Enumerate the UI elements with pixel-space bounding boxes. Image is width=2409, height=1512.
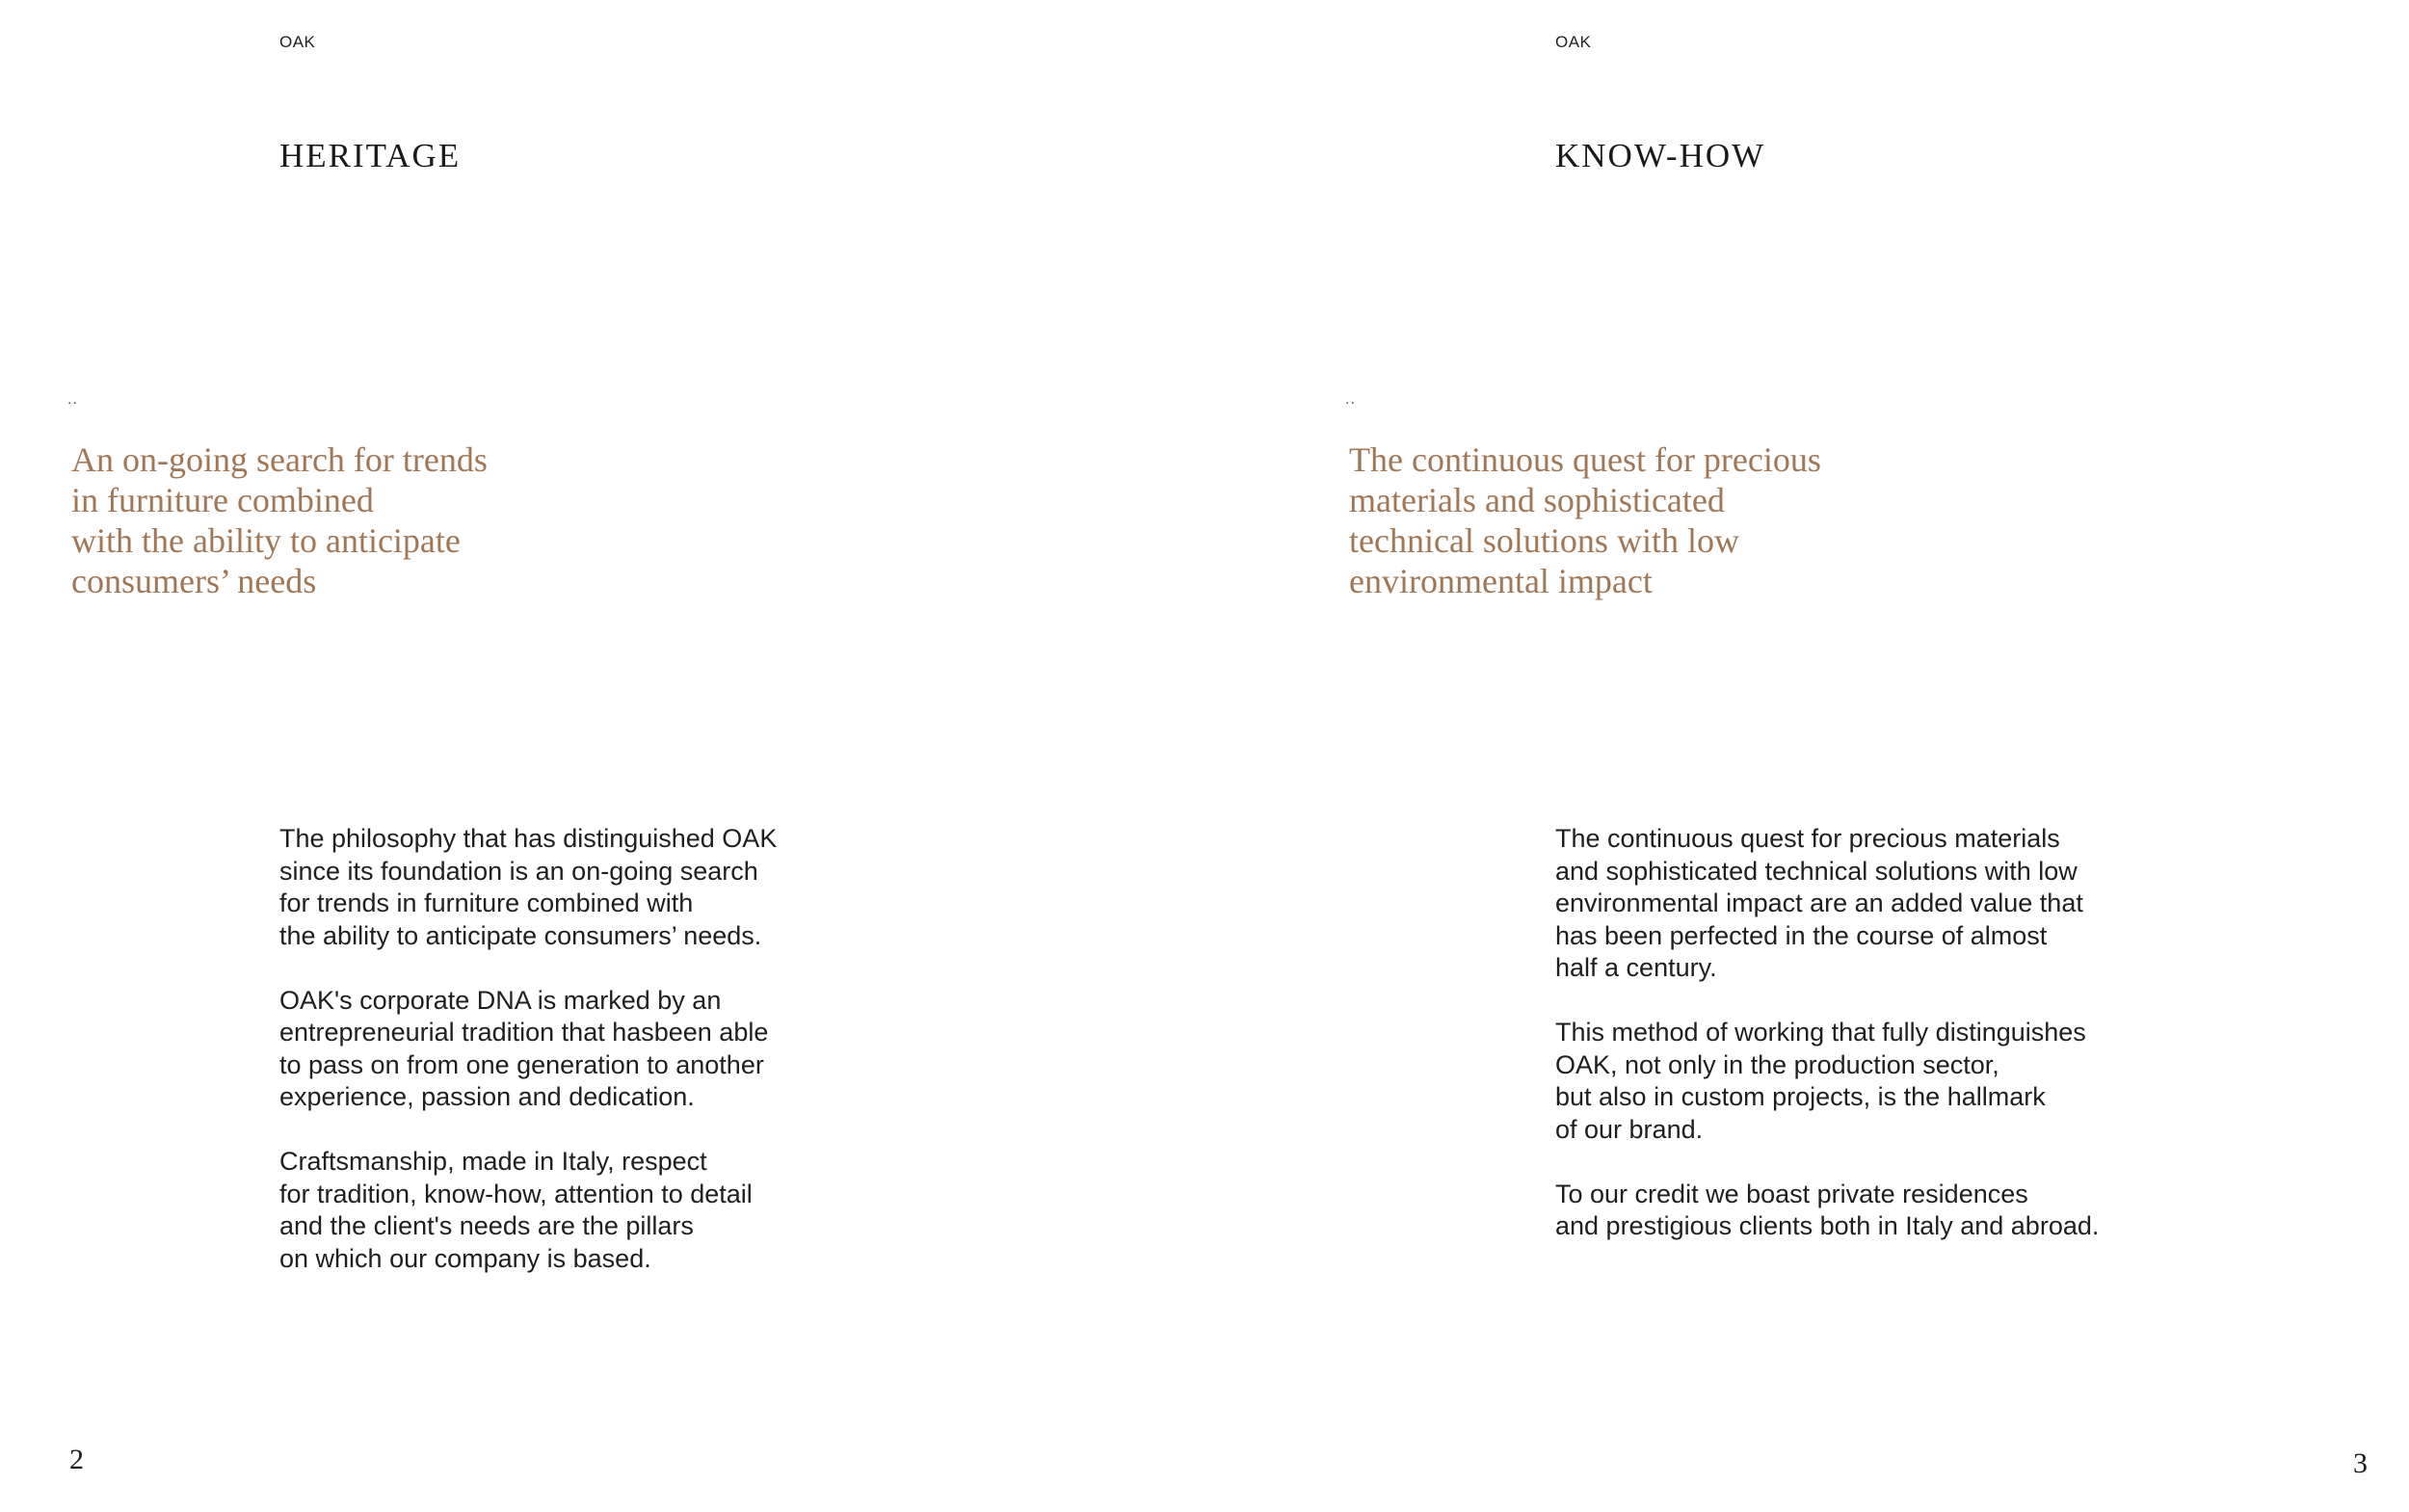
page-number: 2 xyxy=(69,1444,84,1475)
section-title: HERITAGE xyxy=(279,137,462,174)
brand-label: OAK xyxy=(1555,33,1592,51)
page-heritage xyxy=(0,0,1204,1512)
body-paragraph: The continuous quest for precious materials and sophisticated technical solutions with low environmental impact are an added value that has been perfected in the course of almost half a century. xyxy=(1555,824,2083,982)
body-text xyxy=(279,823,954,1308)
body-paragraph: Craftsmanship, made in Italy, respect for tradition, know-how, attention to detail and the client's needs are the pillars on which our company is based. xyxy=(279,1147,753,1273)
section-title: KNOW-HOW xyxy=(1555,137,1766,174)
lead-quote: The continuous quest for precious materials and sophisticated technical solutions with low environmental impact xyxy=(1349,440,1821,600)
body-paragraph: OAK's corporate DNA is marked by an entrepreneurial tradition that hasbeen able to pass on from one generation to another experience, passion and dedication. xyxy=(279,985,769,1111)
brand-label: OAK xyxy=(279,33,316,51)
lead-quote: An on-going search for trends in furniture combined with the ability to anticipate consumers’ needs xyxy=(71,440,488,600)
body-text xyxy=(1555,823,2230,1275)
page-know-how xyxy=(1204,0,2409,1512)
ellipsis-marker: .. xyxy=(67,391,78,408)
body-paragraph: To our credit we boast private residences and prestigious clients both in Italy and abroad. xyxy=(1555,1179,2100,1240)
ellipsis-marker: .. xyxy=(1345,391,1356,408)
body-paragraph: The philosophy that has distinguished OAK since its foundation is an on-going search for trends in furniture combined with the ability to anticipate consumers’ needs. xyxy=(279,824,778,950)
body-paragraph: This method of working that fully distinguishes OAK, not only in the production sector, but also in custom projects, is the hallmark of our brand. xyxy=(1555,1018,2086,1144)
page-number: 3 xyxy=(2353,1447,2368,1479)
